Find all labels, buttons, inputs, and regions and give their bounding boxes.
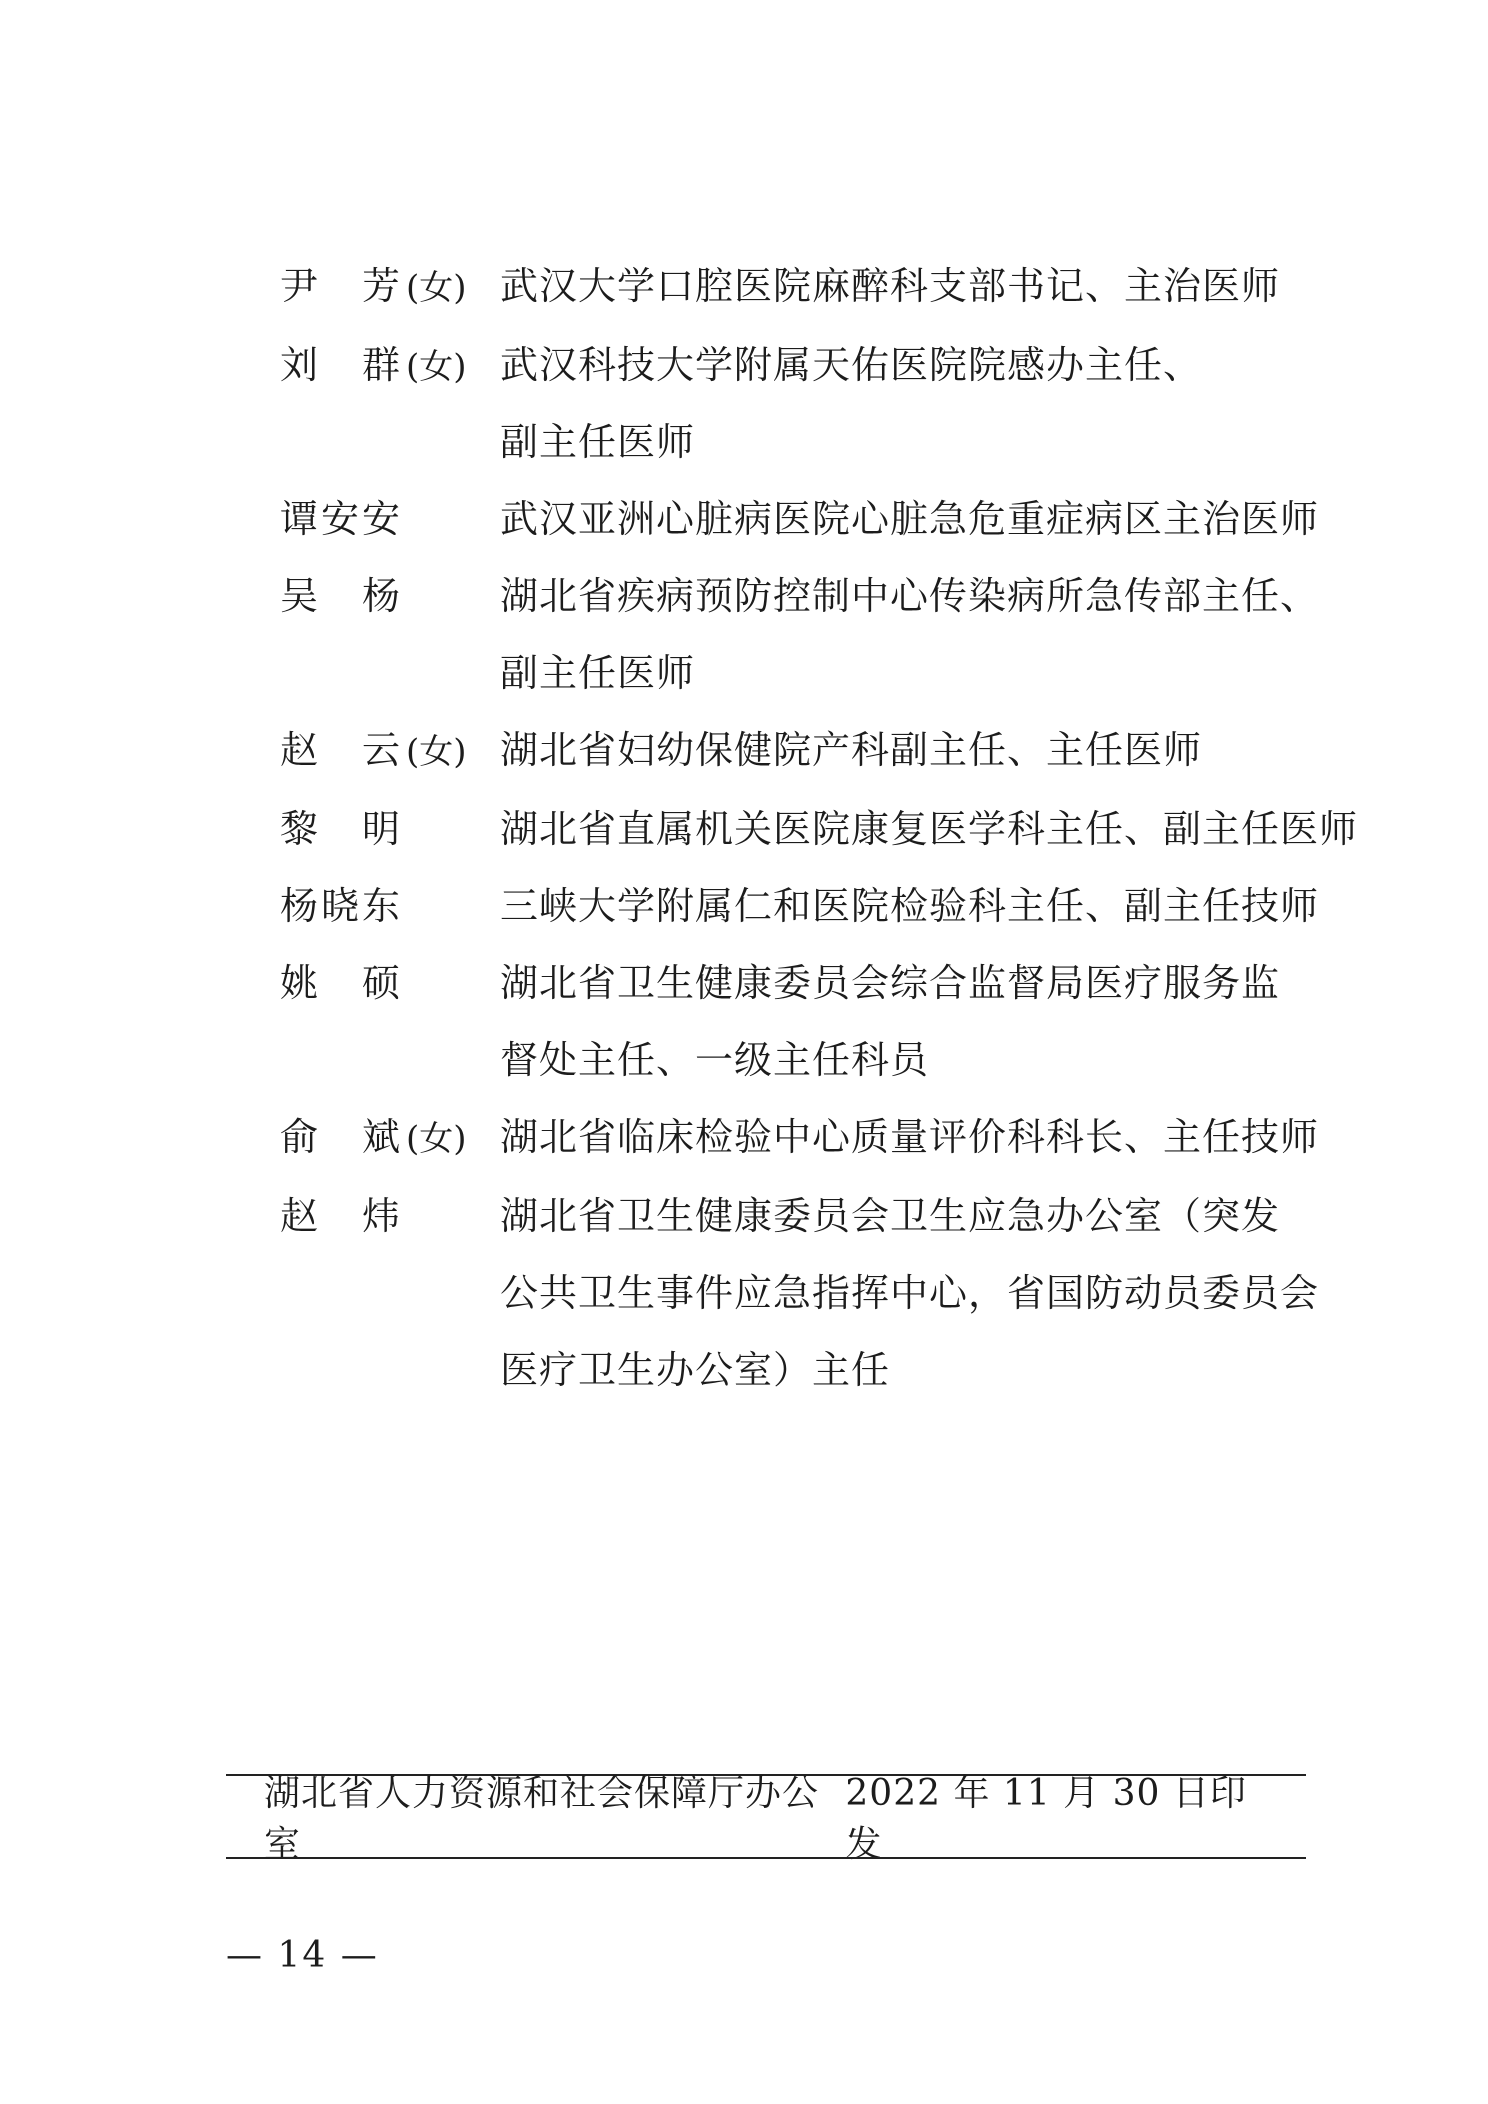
title-line: 副主任医师 [500,420,696,464]
personnel-entry [280,1178,1340,1409]
issue-date: 2022 年 11 月 30 日印发 [845,1773,1247,1865]
person-name: 赵 炜 [280,1194,400,1238]
gender-marker: (女) [406,732,467,772]
title-line: 三峡大学附属仁和医院检验科主任、副主任技师 [500,884,1320,928]
person-title [500,1178,1340,1409]
title-line: 湖北省卫生健康委员会综合监督局医疗服务监 [500,961,1281,1005]
person-name-cell [280,481,500,558]
person-name-cell [280,868,500,945]
person-name-cell [280,1099,500,1178]
person-name-cell [280,327,500,406]
person-name-cell [280,791,500,868]
personnel-list [280,248,1359,1409]
title-line: 副主任医师 [500,651,696,695]
person-name-cell [280,248,500,327]
person-name-cell [280,712,500,791]
title-line: 湖北省直属机关医院康复医学科主任、副主任医师 [500,807,1359,851]
person-name: 黎 明 [280,807,400,851]
footer-bottom-rule [226,1857,1306,1859]
personnel-entry [280,248,1340,327]
personnel-entry [280,945,1340,1099]
title-line: 武汉大学口腔医院麻醉科支部书记、主治医师 [500,264,1281,308]
issuing-office: 湖北省人力资源和社会保障厅办公室 [264,1773,820,1865]
gender-marker: (女) [406,1119,467,1159]
person-name: 杨晓东 [280,884,400,928]
title-line: 公共卫生事件应急指挥中心，省国防动员委员会 [500,1271,1320,1315]
gender-marker: (女) [406,268,467,308]
title-line: 湖北省妇幼保健院产科副主任、主任医师 [500,728,1203,772]
person-title [500,481,1340,558]
page-number: — 14 — [226,1935,379,1976]
person-name: 赵 云 [280,728,400,772]
title-line: 湖北省卫生健康委员会卫生应急办公室（突发 [500,1194,1281,1238]
person-title [500,712,1340,789]
person-title [500,558,1340,712]
person-name: 俞 斌 [280,1115,400,1159]
personnel-entry [280,791,1359,868]
title-line: 湖北省临床检验中心质量评价科科长、主任技师 [500,1115,1320,1159]
person-title [500,868,1340,945]
person-title [500,327,1340,481]
issuance-footer [226,1773,1306,1865]
person-name: 吴 杨 [280,574,400,618]
person-title [500,248,1340,325]
personnel-entry [280,481,1340,558]
personnel-entry [280,558,1340,712]
person-title [500,945,1340,1099]
person-name-cell [280,945,500,1022]
personnel-entry [280,327,1340,481]
title-line: 医疗卫生办公室）主任 [500,1348,891,1392]
person-name-cell [280,1178,500,1255]
person-name-cell [280,558,500,635]
gender-marker: (女) [406,347,467,387]
person-name: 尹 芳 [280,264,400,308]
personnel-entry [280,712,1340,791]
person-name: 姚 硕 [280,961,400,1005]
title-line: 武汉亚洲心脏病医院心脏急危重症病区主治医师 [500,497,1320,541]
personnel-entry [280,1099,1340,1178]
person-name: 谭安安 [280,497,400,541]
person-title [500,1099,1340,1176]
person-title [500,791,1358,868]
title-line: 湖北省疾病预防控制中心传染病所急传部主任、 [500,574,1320,618]
person-name: 刘 群 [280,343,400,387]
title-line: 督处主任、一级主任科员 [500,1038,930,1082]
personnel-entry [280,868,1340,945]
title-line: 武汉科技大学附属天佑医院院感办主任、 [500,343,1203,387]
